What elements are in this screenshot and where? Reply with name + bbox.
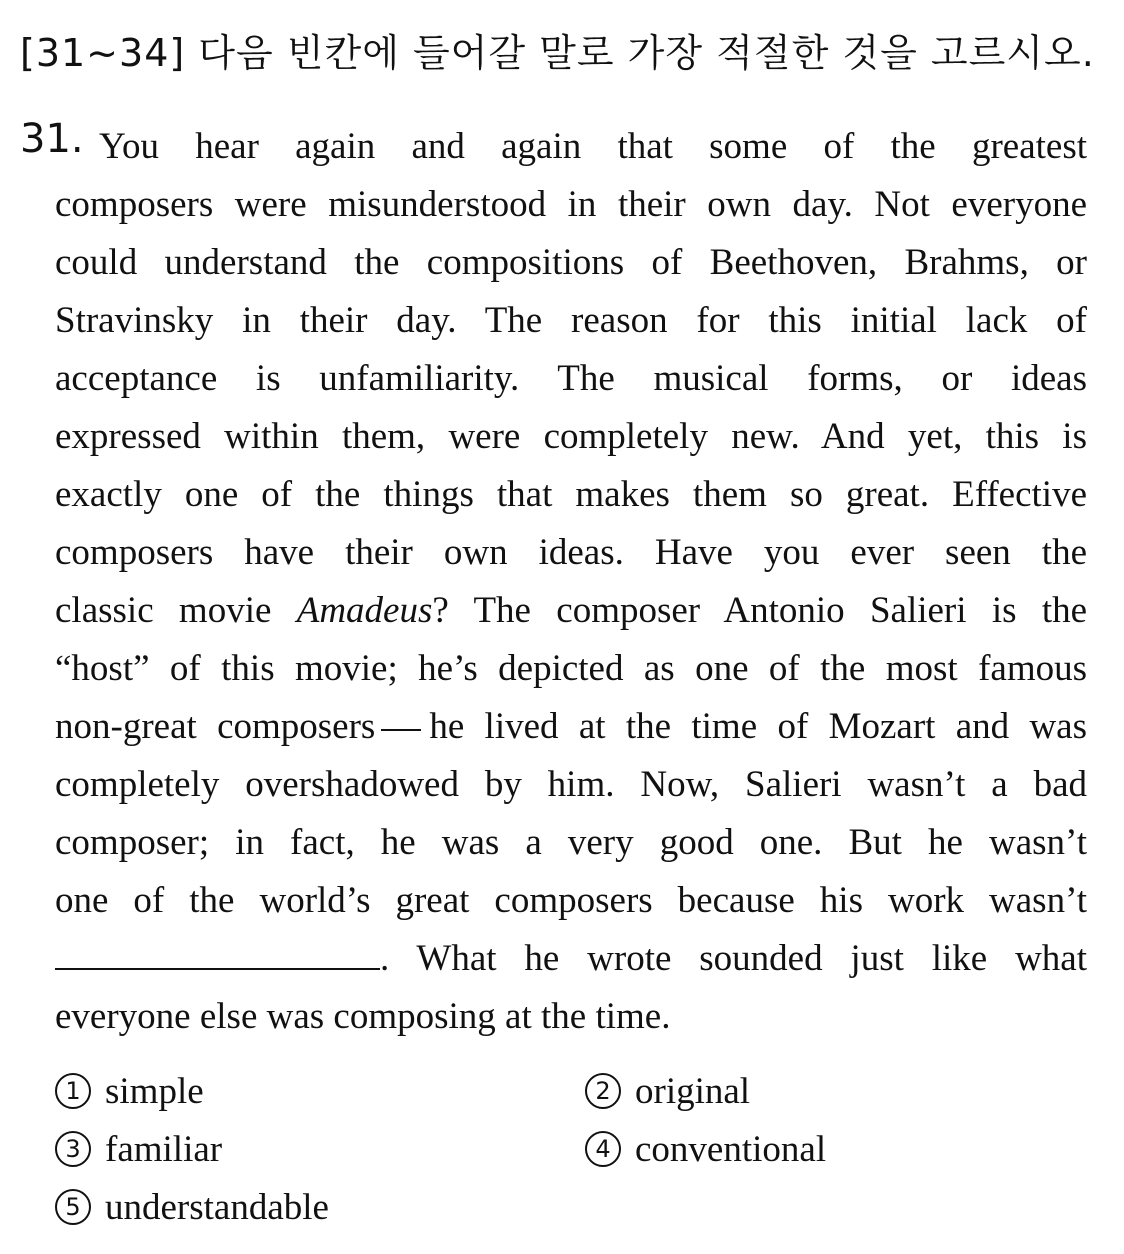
text-segment: classic movie [55, 590, 272, 631]
passage-line: composers have their own ideas. Have you ever seen the [55, 532, 1087, 573]
passage-line: acceptance is unfamiliarity. The musical forms, or ideas [55, 358, 1087, 399]
passage-line-blank [55, 930, 1087, 988]
em-dash [381, 729, 421, 731]
option-text: conventional [635, 1129, 827, 1170]
text-segment: . What he wrote sounded just like what [380, 938, 1087, 979]
option-number-circle: 1 [55, 1073, 91, 1109]
passage-line: could understand the compositions of Beethoven, Brahms, or [55, 242, 1087, 283]
passage-line-movie [55, 582, 1087, 640]
passage-line: You hear again and again that some of the greatest [99, 126, 1087, 167]
passage-line: expressed within them, were completely new. And yet, this is [55, 416, 1087, 457]
option-text: simple [105, 1071, 204, 1112]
option-3[interactable] [55, 1128, 222, 1171]
option-1[interactable] [55, 1070, 204, 1113]
passage-line: everyone else was composing at the time. [55, 996, 671, 1037]
passage-line: one of the world’s great composers because his work wasn’t [55, 880, 1087, 921]
section-instruction: [31~34] 다음 빈칸에 들어갈 말로 가장 적절한 것을 고르시오. [20, 31, 1095, 75]
passage-line: composers were misunderstood in their own day. Not everyone [55, 184, 1087, 225]
option-number-circle: 2 [585, 1073, 621, 1109]
question-number: 31. [20, 116, 84, 162]
passage-line: “host” of this movie; he’s depicted as one of the most famous [55, 648, 1087, 689]
passage-line: completely overshadowed by him. Now, Salieri wasn’t a bad [55, 764, 1087, 805]
option-number-circle: 5 [55, 1189, 91, 1225]
movie-title: Amadeus [296, 590, 433, 631]
text-segment: non-great composers [55, 706, 376, 747]
passage [55, 118, 1087, 1046]
option-number-circle: 3 [55, 1131, 91, 1167]
passage-line-dash [55, 698, 1087, 756]
passage-line: exactly one of the things that makes them so great. Effective [55, 474, 1087, 515]
option-text: understandable [105, 1187, 329, 1228]
option-number-circle: 4 [585, 1131, 621, 1167]
option-5[interactable] [55, 1186, 329, 1229]
option-text: original [635, 1071, 751, 1112]
text-segment: he lived at the time of Mozart and was [429, 706, 1087, 747]
option-text: familiar [105, 1129, 223, 1170]
passage-line: composer; in fact, he was a very good one. But he wasn’t [55, 822, 1087, 863]
option-4[interactable] [585, 1128, 826, 1171]
answer-blank [55, 932, 380, 970]
text-segment: ? The composer Antonio Salieri is the [432, 590, 1087, 631]
option-2[interactable] [585, 1070, 750, 1113]
passage-line: Stravinsky in their day. The reason for this initial lack of [55, 300, 1087, 341]
